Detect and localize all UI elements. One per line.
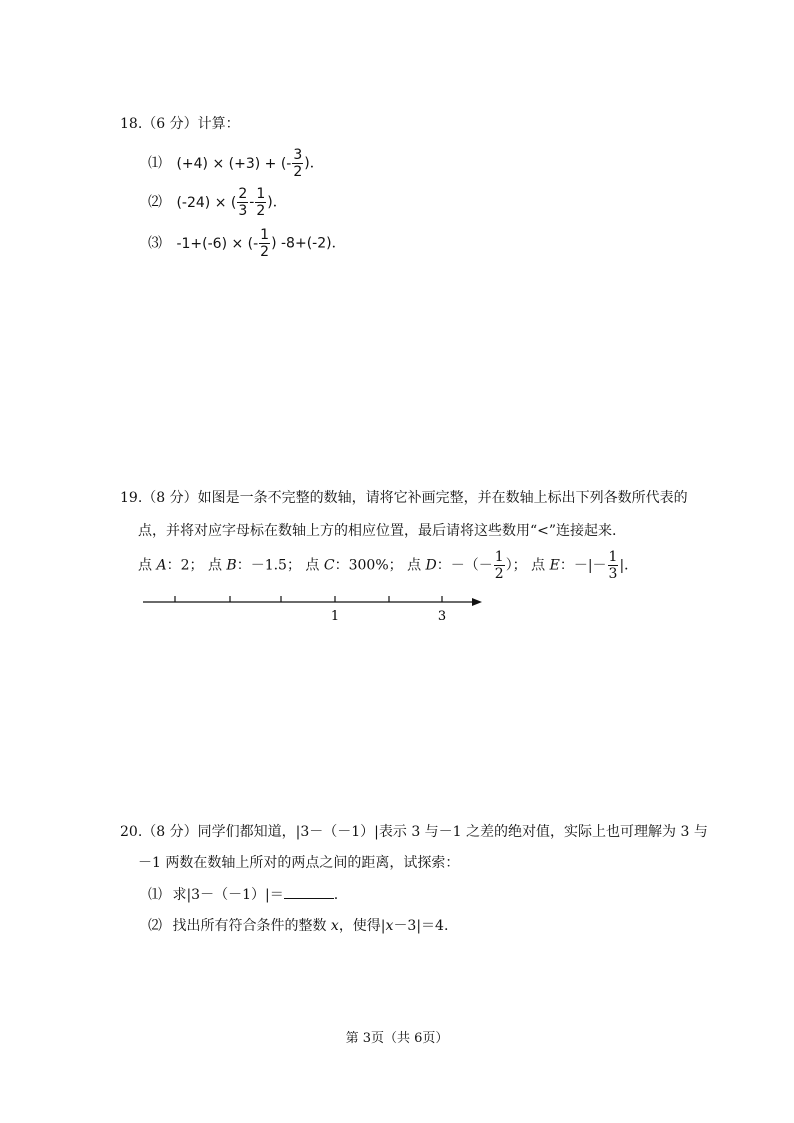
number-line-arrow-icon	[472, 598, 482, 606]
q20-item1-label: ⑴	[148, 887, 162, 903]
point-a-label: 点	[138, 557, 152, 574]
answer-blank	[284, 885, 334, 899]
point-b-value: ：－1.5；	[236, 557, 301, 574]
q18-item1-label: ⑴	[148, 155, 162, 172]
q18-item2-expr-before: (-24) × (	[176, 194, 237, 211]
point-d-fraction: $\frac{1}{2}$	[494, 549, 504, 582]
q18-item1	[148, 148, 324, 179]
q20-item1-end: .	[333, 887, 339, 903]
point-b-name: B	[226, 557, 237, 574]
q18-item3-label: ⑶	[148, 235, 162, 252]
page-footer: 第 3页（共 6页）	[345, 1031, 449, 1046]
q20-item2-text-after: －3|＝4.	[393, 918, 449, 934]
point-b-label: 点	[207, 557, 222, 574]
q20-item1-text: 求|3－（－1）|＝	[172, 887, 284, 903]
q18-item2-fraction1: $\frac{2}{3}$	[238, 186, 248, 219]
q18-item1-expr-after: )．	[304, 155, 324, 172]
q19-line2: 点，并将对应字母标在数轴上方的相应位置，最后请将这些数用“<”连接起来.	[138, 523, 617, 539]
point-d-name: D	[425, 557, 437, 574]
point-e-name: E	[549, 557, 560, 574]
q18-item2	[148, 187, 287, 218]
q18-item3-expr-before: -1+(-6) × (-	[176, 235, 259, 252]
q20-item2-text-before: 找出所有符合条件的整数	[172, 918, 327, 934]
tick-label-1: 1	[330, 609, 340, 624]
q18-item3	[148, 228, 346, 259]
point-e-fraction: $\frac{1}{3}$	[608, 549, 618, 582]
q18-item3-fraction: $\frac{1}{2}$	[260, 227, 270, 260]
q18-item1-expr-before: (+4) × (+3) + (-	[176, 155, 292, 172]
q20-item1	[148, 884, 338, 904]
point-e-value-after: |．	[619, 557, 639, 574]
q20-item2-text-mid: ，使得|	[338, 918, 386, 934]
q18-item3-expr-after: ) -8+(-2)．	[271, 235, 346, 252]
q18-item1-fraction: $\frac{3}{2}$	[293, 147, 303, 180]
number-line	[138, 590, 488, 630]
tick-label-3: 3	[437, 609, 447, 624]
q19-line1: 19.（8 分）如图是一条不完整的数轴，请将它补画完整，并在数轴上标出下列各数所代表的	[120, 490, 688, 506]
point-e-label: 点	[531, 557, 546, 574]
point-d-label: 点	[407, 557, 422, 574]
point-c-label: 点	[305, 557, 320, 574]
q20-line2: －1 两数在数轴上所对的两点之间的距离，试探索：	[138, 855, 460, 871]
q18-item2-minus: -	[249, 194, 255, 211]
point-c-value: ：300%；	[334, 557, 403, 574]
point-a-value: ：2；	[166, 557, 204, 574]
q20-item2-var: x	[330, 918, 339, 934]
q18-item2-expr-after: )．	[267, 194, 287, 211]
q20-item2-var2: x	[385, 918, 394, 934]
point-d-value-after: ）；	[505, 557, 527, 574]
point-a-name: A	[156, 557, 167, 574]
q20-item2-label: ⑵	[148, 918, 162, 934]
q19-points-list	[138, 550, 638, 581]
q18-header: 18.（6 分）计算：	[120, 116, 240, 132]
point-e-value-before: ：－|－	[559, 557, 607, 574]
point-d-value-before: ：－（－	[436, 557, 493, 574]
q20-item2	[148, 915, 448, 935]
q18-item2-label: ⑵	[148, 194, 162, 211]
q18-item2-fraction2: $\frac{1}{2}$	[256, 186, 266, 219]
point-c-name: C	[323, 557, 335, 574]
q20-line1: 20.（8 分）同学们都知道，|3－（－1）|表示 3 与－1 之差的绝对值，实际上也可理解为 3 与	[120, 824, 708, 840]
